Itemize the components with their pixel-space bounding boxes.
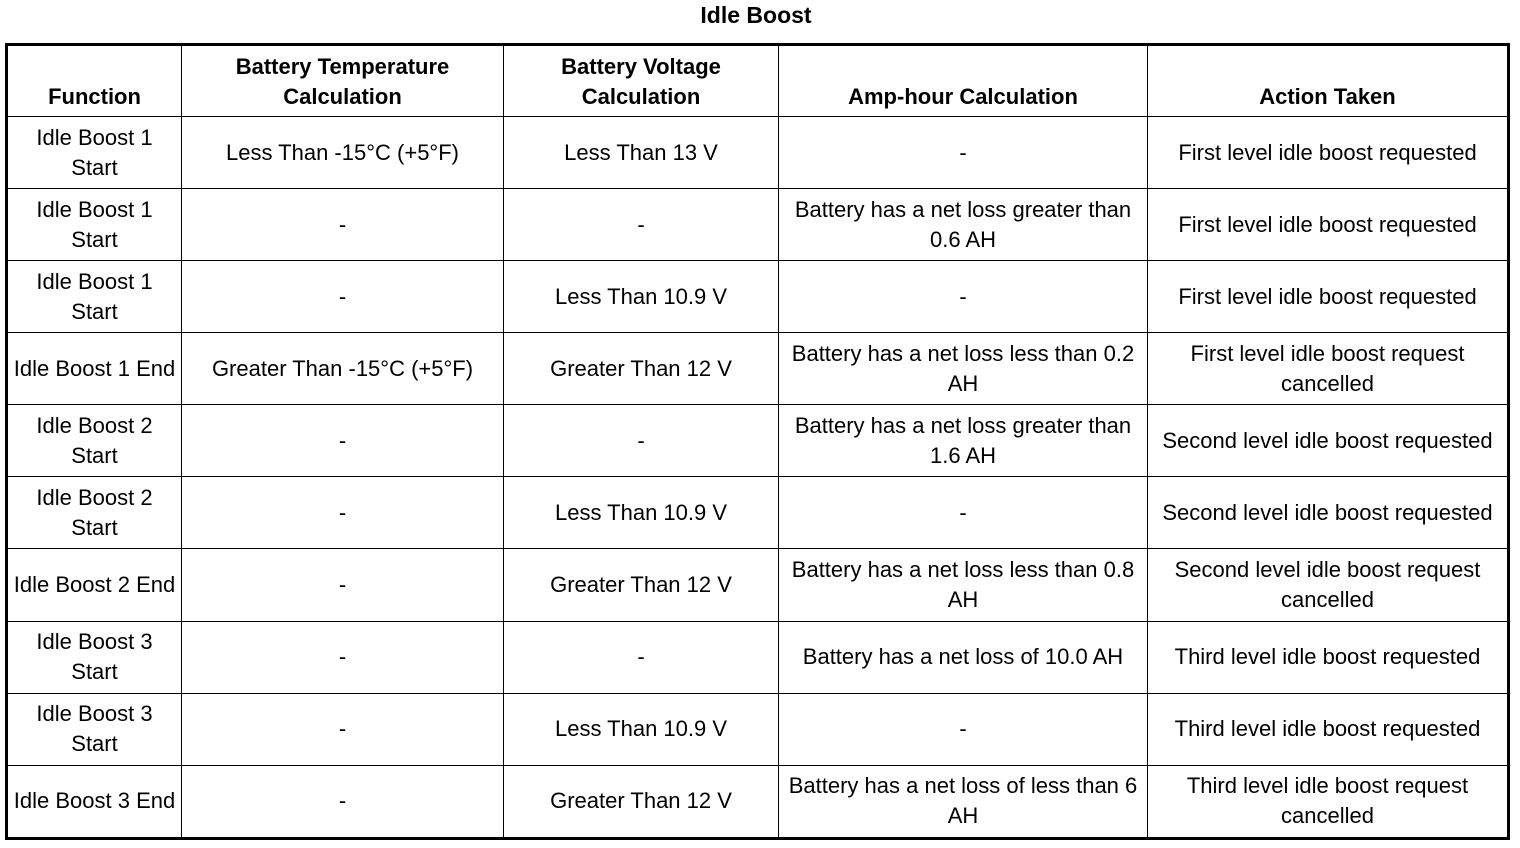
function-cell: Idle Boost 3 Start xyxy=(7,621,182,693)
temperature-cell: Less Than -15°C (+5°F) xyxy=(182,117,504,189)
action-cell: First level idle boost requested xyxy=(1148,117,1509,189)
amp-hour-cell: Battery has a net loss of 10.0 AH xyxy=(779,621,1148,693)
function-cell: Idle Boost 1 Start xyxy=(7,261,182,333)
action-cell: First level idle boost requested xyxy=(1148,261,1509,333)
voltage-cell: - xyxy=(504,189,779,261)
function-cell: Idle Boost 1 Start xyxy=(7,117,182,189)
amp-hour-cell: Battery has a net loss less than 0.8 AH xyxy=(779,549,1148,621)
voltage-cell: Greater Than 12 V xyxy=(504,765,779,838)
table-row xyxy=(7,693,1509,765)
table-row xyxy=(7,333,1509,405)
header-amp-hour: Amp-hour Calculation xyxy=(779,45,1148,117)
action-cell: Second level idle boost request cancelled xyxy=(1148,549,1509,621)
voltage-cell: - xyxy=(504,405,779,477)
function-cell: Idle Boost 3 Start xyxy=(7,693,182,765)
amp-hour-cell: - xyxy=(779,477,1148,549)
action-cell: Third level idle boost requested xyxy=(1148,621,1509,693)
table-row xyxy=(7,621,1509,693)
temperature-cell: - xyxy=(182,189,504,261)
action-cell: Third level idle boost requested xyxy=(1148,693,1509,765)
table-row xyxy=(7,477,1509,549)
table-row xyxy=(7,549,1509,621)
page-title: Idle Boost xyxy=(700,2,812,28)
voltage-cell: - xyxy=(504,621,779,693)
amp-hour-cell: Battery has a net loss greater than 1.6 AH xyxy=(779,405,1148,477)
table-row xyxy=(7,189,1509,261)
idle-boost-table xyxy=(5,43,1510,840)
temperature-cell: Greater Than -15°C (+5°F) xyxy=(182,333,504,405)
temperature-cell: - xyxy=(182,765,504,838)
action-cell: First level idle boost request cancelled xyxy=(1148,333,1509,405)
function-cell: Idle Boost 1 Start xyxy=(7,189,182,261)
action-cell: First level idle boost requested xyxy=(1148,189,1509,261)
action-cell: Second level idle boost requested xyxy=(1148,405,1509,477)
table-row xyxy=(7,261,1509,333)
header-battery-voltage: Battery Voltage Calculation xyxy=(504,45,779,117)
temperature-cell: - xyxy=(182,621,504,693)
header-row xyxy=(7,45,1509,117)
table-row xyxy=(7,117,1509,189)
amp-hour-cell: - xyxy=(779,117,1148,189)
header-function: Function xyxy=(7,45,182,117)
amp-hour-cell: Battery has a net loss of less than 6 AH xyxy=(779,765,1148,838)
voltage-cell: Greater Than 12 V xyxy=(504,549,779,621)
voltage-cell: Less Than 10.9 V xyxy=(504,693,779,765)
amp-hour-cell: - xyxy=(779,261,1148,333)
voltage-cell: Less Than 10.9 V xyxy=(504,477,779,549)
temperature-cell: - xyxy=(182,405,504,477)
temperature-cell: - xyxy=(182,693,504,765)
function-cell: Idle Boost 2 Start xyxy=(7,477,182,549)
header-action-taken: Action Taken xyxy=(1148,45,1509,117)
temperature-cell: - xyxy=(182,261,504,333)
temperature-cell: - xyxy=(182,477,504,549)
amp-hour-cell: Battery has a net loss greater than 0.6 AH xyxy=(779,189,1148,261)
action-cell: Second level idle boost requested xyxy=(1148,477,1509,549)
function-cell: Idle Boost 2 End xyxy=(7,549,182,621)
function-cell: Idle Boost 2 Start xyxy=(7,405,182,477)
table-row xyxy=(7,765,1509,838)
table-row xyxy=(7,405,1509,477)
temperature-cell: - xyxy=(182,549,504,621)
action-cell: Third level idle boost request cancelled xyxy=(1148,765,1509,838)
voltage-cell: Greater Than 12 V xyxy=(504,333,779,405)
amp-hour-cell: Battery has a net loss less than 0.2 AH xyxy=(779,333,1148,405)
voltage-cell: Less Than 13 V xyxy=(504,117,779,189)
voltage-cell: Less Than 10.9 V xyxy=(504,261,779,333)
amp-hour-cell: - xyxy=(779,693,1148,765)
header-battery-temperature: Battery Temperature Calculation xyxy=(182,45,504,117)
function-cell: Idle Boost 3 End xyxy=(7,765,182,838)
function-cell: Idle Boost 1 End xyxy=(7,333,182,405)
